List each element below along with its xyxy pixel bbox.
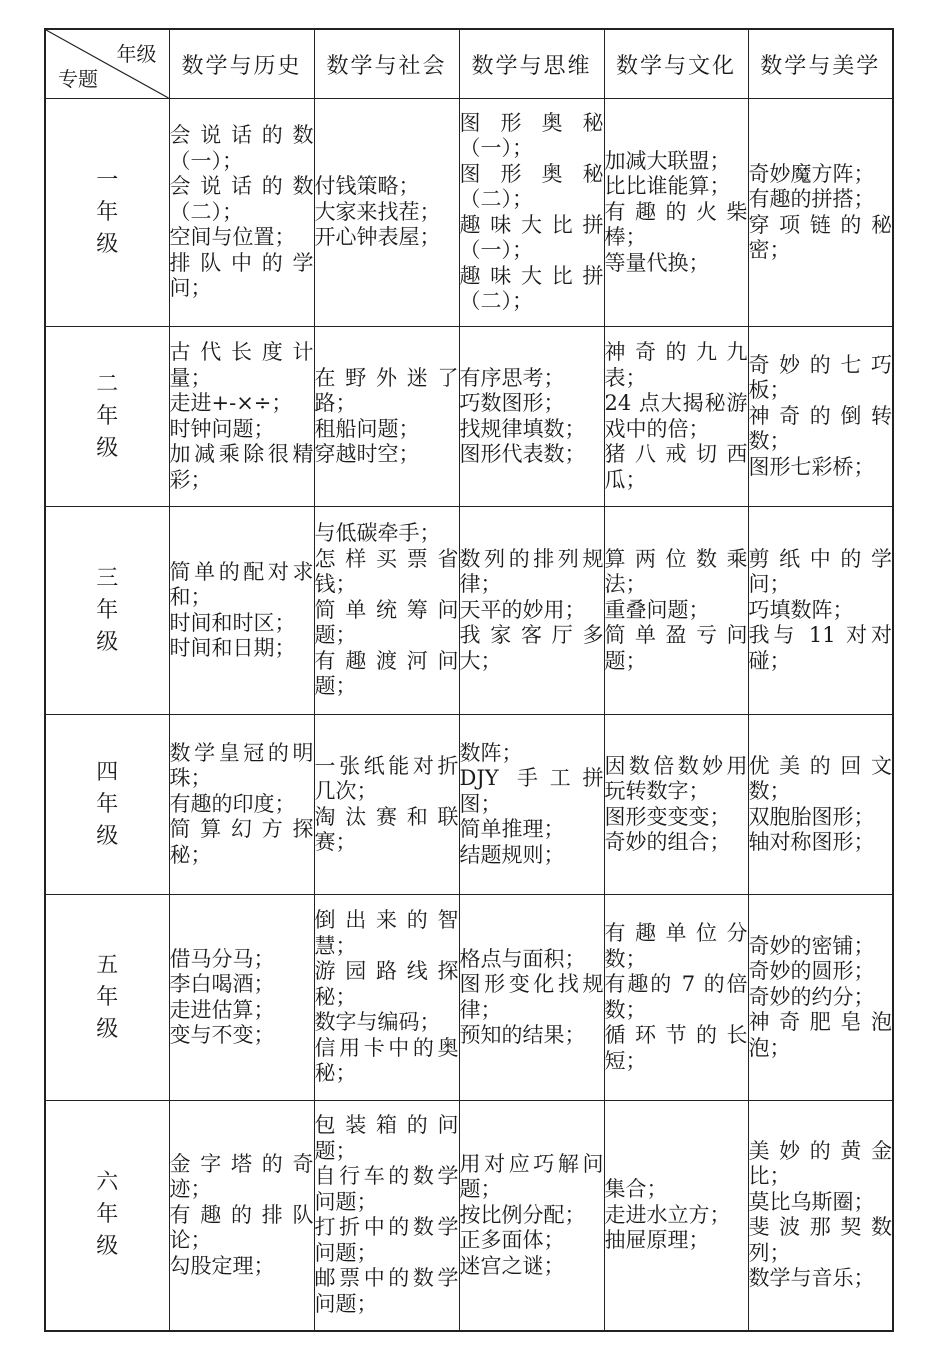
grade-label-char: 年	[96, 597, 119, 623]
topic-item: 时间和日期；	[169, 636, 296, 660]
topic-item: 我家客厅多大；	[459, 623, 604, 673]
grade-label-char: 年	[96, 791, 119, 817]
topic-cell	[314, 1101, 459, 1331]
column-header-aesthetics: 数学与美学	[748, 29, 893, 99]
grade-row	[45, 715, 893, 895]
grade-label-char: 四	[96, 759, 119, 785]
grade-label-char: 五	[96, 952, 119, 978]
topic-item: 算两位数乘法；	[604, 546, 748, 597]
curriculum-table	[44, 28, 894, 1332]
topic-item: 正多面体；	[459, 1228, 565, 1252]
topic-cell	[169, 507, 314, 715]
header-row	[45, 29, 893, 99]
topic-item: 图形七彩桥；	[748, 454, 875, 479]
grade-label	[96, 563, 118, 659]
grade-label	[96, 757, 118, 853]
topic-item: 有趣的印度；	[169, 791, 296, 816]
topic-item: 奇妙的密铺；	[748, 933, 875, 958]
topic-item: 莫比乌斯圈；	[748, 1189, 875, 1214]
topic-item: 有趣渡河问题；	[314, 648, 459, 699]
topic-item: 时间和时区；	[169, 610, 296, 635]
topic-item: 在野外迷了路；	[314, 365, 459, 415]
topic-item: 金字塔的奇迹；	[169, 1151, 314, 1201]
topic-item: 抽屉原理；	[604, 1228, 710, 1252]
grade-label-char: 年	[96, 403, 119, 429]
topic-cell	[169, 1101, 314, 1331]
topic-cell	[459, 715, 604, 895]
topic-cell	[169, 715, 314, 895]
topic-cell	[459, 1101, 604, 1331]
topic-item: 轴对称图形；	[748, 830, 875, 854]
topic-item: 李白喝酒；	[169, 972, 275, 996]
grade-label-char: 年	[96, 199, 119, 225]
topic-cell	[748, 99, 893, 327]
topic-item: 图形奥秘（一）；	[459, 110, 604, 160]
topic-item: 神奇的九九表；	[604, 340, 748, 390]
topic-item: 美妙的黄金比；	[748, 1138, 892, 1189]
topic-cell	[748, 1101, 893, 1331]
topic-item: 趣味大比拼（二）；	[459, 263, 604, 313]
grade-label-char: 级	[96, 1016, 119, 1042]
topic-item: 神奇的倒转数；	[748, 403, 892, 454]
topic-item: 奇妙魔方阵；	[748, 161, 875, 186]
topic-item: 开心钟表屋；	[314, 225, 441, 250]
topic-item: 勾股定理；	[169, 1253, 275, 1278]
topic-item: 简单的配对求和；	[169, 559, 314, 609]
topic-item: 大家来找茬；	[314, 199, 441, 224]
topic-item: 图形奥秘（二）；	[459, 161, 604, 211]
grade-label	[96, 950, 118, 1046]
topic-item: 数学与音乐；	[748, 1266, 875, 1291]
topic-item: 用对应巧解问题；	[459, 1151, 604, 1201]
topic-cell	[459, 99, 604, 327]
topic-cell	[748, 895, 893, 1101]
topic-cell	[169, 895, 314, 1101]
topic-cell	[748, 327, 893, 507]
topic-item: 有序思考；	[459, 365, 565, 390]
topic-item: 数学皇冠的明珠；	[169, 740, 314, 791]
topic-cell	[314, 507, 459, 715]
topic-item: 找规律填数；	[459, 416, 586, 441]
topic-item: 循环节的长短；	[604, 1023, 748, 1073]
topic-item: 走进+-×÷；	[169, 391, 293, 415]
topic-item: 图形代表数；	[459, 442, 586, 466]
grade-row	[45, 507, 893, 715]
topic-item: 简单推理；	[459, 817, 565, 842]
topic-item: 信用卡中的奥秘；	[314, 1035, 459, 1086]
topic-cell	[459, 507, 604, 715]
topic-item: 图形变变变；	[604, 804, 731, 829]
grade-row	[45, 895, 893, 1101]
topic-item: 借马分马；	[169, 946, 275, 971]
topic-item: 猪八戒切西瓜；	[604, 442, 748, 492]
grade-label-char: 三	[96, 565, 119, 591]
topic-item: 结题规则；	[459, 842, 565, 867]
topic-item: 奇妙的约分；	[748, 984, 875, 1009]
topic-cell	[459, 895, 604, 1101]
grade-label-char: 级	[96, 1234, 119, 1260]
grade-label-char: 年	[96, 1202, 119, 1228]
column-header-culture: 数学与文化	[604, 29, 748, 99]
topic-item: 奇妙的七巧板；	[748, 352, 892, 403]
grade-label-char: 级	[96, 823, 119, 849]
topic-item: 简单盈亏问题；	[604, 623, 748, 673]
topic-cell	[604, 327, 748, 507]
topic-item: 格点与面积；	[459, 946, 586, 971]
topic-item: 淘汰赛和联赛；	[314, 804, 459, 854]
grade-row	[45, 1101, 893, 1331]
topic-cell	[314, 327, 459, 507]
grade-label-char: 六	[96, 1170, 119, 1196]
topic-item: 打折中的数学问题；	[314, 1215, 459, 1265]
topic-item: 穿越时空；	[314, 442, 420, 466]
grade-row	[45, 99, 893, 327]
grade-label	[96, 369, 118, 465]
topic-item: 空间与位置；	[169, 225, 296, 250]
topic-cell	[604, 895, 748, 1101]
topic-item: 付钱策略；	[314, 174, 420, 199]
topic-cell	[314, 99, 459, 327]
topic-cell	[604, 715, 748, 895]
corner-grade-label: 年级	[116, 42, 157, 66]
topic-item: 古代长度计量；	[169, 340, 314, 390]
topic-item: 预知的结果；	[459, 1023, 586, 1047]
topic-item: 会说话的数（一）；	[169, 123, 314, 173]
topic-cell	[604, 99, 748, 327]
topic-cell	[314, 715, 459, 895]
topic-item: 优美的回文数；	[748, 753, 892, 803]
topic-item: 倒出来的智慧；	[314, 908, 459, 958]
column-header-history: 数学与历史	[169, 29, 314, 99]
grade-label-cell	[45, 99, 169, 327]
topic-item: 重叠问题；	[604, 597, 710, 622]
topic-item: 趣味大比拼（一）；	[459, 212, 604, 262]
corner-header-cell	[45, 29, 169, 99]
topic-item: 穿项链的秘密；	[748, 212, 892, 262]
topic-item: 有趣的排队论；	[169, 1202, 314, 1252]
topic-item: 剪纸中的学问；	[748, 546, 892, 597]
topic-item: 租船问题；	[314, 416, 420, 441]
table-body	[45, 99, 893, 1331]
topic-item: 包装箱的问题；	[314, 1113, 459, 1163]
topic-item: 有趣的拼搭；	[748, 187, 875, 211]
topic-cell	[604, 1101, 748, 1331]
topic-item: 天平的妙用；	[459, 597, 586, 622]
topic-cell	[748, 507, 893, 715]
topic-item: 数阵；	[459, 740, 523, 765]
topic-item: 有趣的 7 的倍数；	[604, 972, 748, 1022]
topic-item: 邮票中的数学问题；	[314, 1266, 459, 1316]
topic-item: 我与 11 对对碰；	[748, 623, 892, 673]
topic-item: 巧填数阵；	[748, 597, 854, 622]
grade-label-cell	[45, 715, 169, 895]
topic-item: 巧数图形；	[459, 391, 565, 415]
grade-label	[96, 1167, 118, 1263]
topic-item: 数列的排列规律；	[459, 546, 604, 597]
topic-item: 等量代换；	[604, 250, 710, 275]
topic-item: 自行车的数学问题；	[314, 1164, 459, 1214]
topic-cell	[314, 895, 459, 1101]
topic-item: 24 点大揭秘游戏中的倍；	[604, 391, 748, 441]
grade-label	[96, 165, 118, 261]
topic-item: 数字与编码；	[314, 1010, 441, 1035]
grade-label-cell	[45, 1101, 169, 1331]
topic-item: 一张纸能对折几次；	[314, 753, 459, 803]
topic-item: 简单统筹问题；	[314, 597, 459, 648]
topic-item: 变与不变；	[169, 1023, 275, 1047]
corner-topic-label: 专题	[58, 67, 98, 91]
grade-label-cell	[45, 327, 169, 507]
topic-item: 因数倍数妙用玩转数字；	[604, 753, 748, 803]
topic-item: 迷宫之谜；	[459, 1253, 565, 1278]
topic-item: 集合；	[604, 1177, 668, 1201]
topic-item: 游园路线探秘；	[314, 959, 459, 1009]
topic-item: 有趣单位分数；	[604, 921, 748, 971]
topic-item: 简算幻方探秘；	[169, 817, 314, 867]
topic-item: 斐波那契数列；	[748, 1215, 892, 1265]
topic-item: 有趣的火柴棒；	[604, 199, 748, 250]
topic-item: 按比例分配；	[459, 1202, 586, 1227]
column-header-society: 数学与社会	[314, 29, 459, 99]
topic-cell	[748, 715, 893, 895]
grade-label-char: 二	[96, 371, 119, 397]
topic-item: 图形变化找规律；	[459, 972, 604, 1022]
topic-item: 神奇肥皂泡泡；	[748, 1010, 892, 1060]
grade-label-cell	[45, 895, 169, 1101]
grade-label-char: 一	[96, 167, 119, 193]
grade-label-cell	[45, 507, 169, 715]
grade-label-char: 级	[96, 231, 119, 257]
topic-item: 加减乘除很精彩；	[169, 442, 314, 492]
topic-item: 走进水立方；	[604, 1202, 731, 1227]
topic-item: DJY 手工拼图；	[459, 766, 604, 816]
grade-label-char: 级	[96, 629, 119, 655]
topic-cell	[459, 327, 604, 507]
topic-cell	[169, 327, 314, 507]
grade-label-char: 年	[96, 984, 119, 1010]
topic-item: 比比谁能算；	[604, 174, 731, 199]
grade-row	[45, 327, 893, 507]
topic-item: 会说话的数（二）；	[169, 174, 314, 224]
topic-cell	[169, 99, 314, 327]
topic-item: 走进估算；	[169, 997, 275, 1022]
topic-item: 双胞胎图形；	[748, 804, 875, 829]
topic-item: 排队中的学问；	[169, 250, 314, 301]
topic-item: 与低碳牵手；	[314, 521, 441, 546]
topic-item: 怎样买票省钱；	[314, 546, 459, 597]
topic-cell	[604, 507, 748, 715]
topic-item: 奇妙的圆形；	[748, 959, 875, 984]
column-header-thinking: 数学与思维	[459, 29, 604, 99]
topic-item: 加减大联盟；	[604, 148, 731, 173]
topic-item: 奇妙的组合；	[604, 830, 731, 854]
grade-label-char: 级	[96, 435, 119, 461]
topic-item: 时钟问题；	[169, 416, 275, 441]
